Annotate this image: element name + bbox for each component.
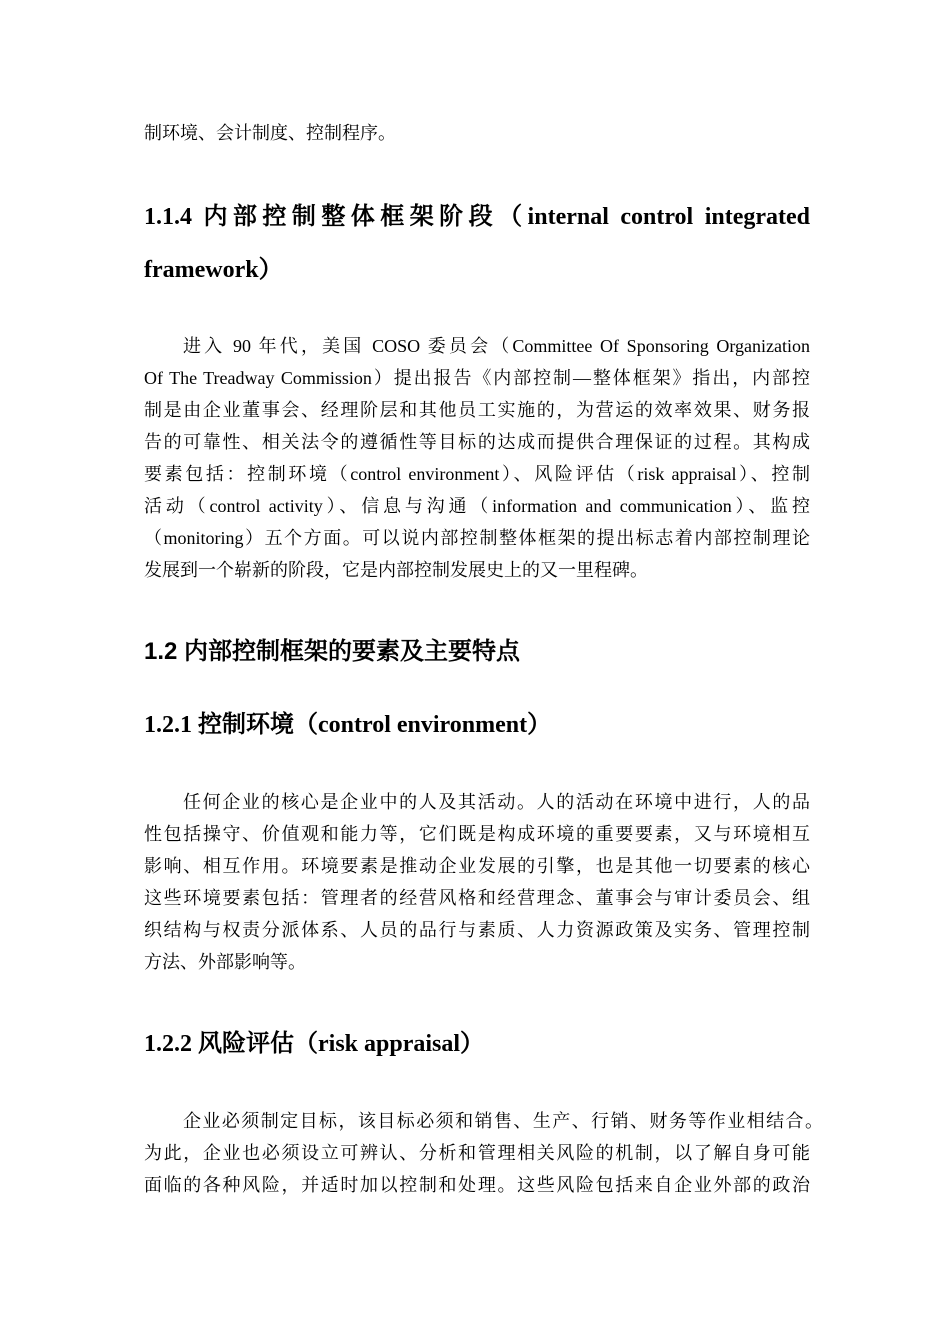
paragraph-line: 为此，企业也必须设立可辨认、分析和管理相关风险的机制，以了解自身可能	[144, 1143, 810, 1163]
paragraph-line: 活动（control activity）、信息与沟通（information and communication）、监控	[144, 496, 810, 516]
paragraph-line: 制是由企业董事会、经理阶层和其他员工实施的，为营运的效率效果、财务报	[144, 400, 810, 420]
section-1-1-4-heading-line-2: framework）	[144, 257, 283, 283]
section-1-2-heading: 1.2 内部控制框架的要素及主要特点	[144, 638, 521, 665]
paragraph-line: 影响、相互作用。环境要素是推动企业发展的引擎，也是其他一切要素的核心	[144, 856, 810, 876]
paragraph-line: 任何企业的核心是企业中的人及其活动。人的活动在环境中进行，人的品	[183, 792, 810, 812]
paragraph-line: 面临的各种风险，并适时加以控制和处理。这些风险包括来自企业外部的政治	[144, 1175, 810, 1195]
paragraph-line: 告的可靠性、相关法令的遵循性等目标的达成而提供合理保证的过程。其构成	[144, 432, 810, 452]
paragraph-line: （monitoring）五个方面。可以说内部控制整体框架的提出标志着内部控制理论	[144, 528, 810, 548]
paragraph-line: 企业必须制定目标，该目标必须和销售、生产、行销、财务等作业相结合。	[183, 1111, 823, 1131]
section-1-1-4-heading-line-1: 1.1.4 内部控制整体框架阶段（internal control integrated	[144, 204, 810, 230]
intro-line: 制环境、会计制度、控制程序。	[144, 123, 396, 143]
paragraph-line: 这些环境要素包括：管理者的经营风格和经营理念、董事会与审计委员会、组	[144, 888, 810, 908]
paragraph-line: 织结构与权责分派体系、人员的品行与素质、人力资源政策及实务、管理控制	[144, 920, 810, 940]
paragraph-line: 发展到一个崭新的阶段，它是内部控制发展史上的又一里程碑。	[144, 560, 648, 580]
section-1-2-2-heading: 1.2.2 风险评估（risk appraisal）	[144, 1031, 485, 1057]
paragraph-line: 方法、外部影响等。	[144, 952, 306, 972]
paragraph-line: 性包括操守、价值观和能力等，它们既是构成环境的重要要素，又与环境相互	[144, 824, 810, 844]
paragraph-line: 要素包括：控制环境（control environment）、风险评估（risk appraisal）、控制	[144, 464, 810, 484]
paragraph-line: 进入 90 年代，美国 COSO 委员会（Committee Of Sponsoring Organization	[183, 336, 810, 356]
section-1-2-1-heading: 1.2.1 控制环境（control environment）	[144, 712, 552, 738]
paragraph-line: Of The Treadway Commission）提出报告《内部控制—整体框架》指出，内部控	[144, 368, 810, 388]
